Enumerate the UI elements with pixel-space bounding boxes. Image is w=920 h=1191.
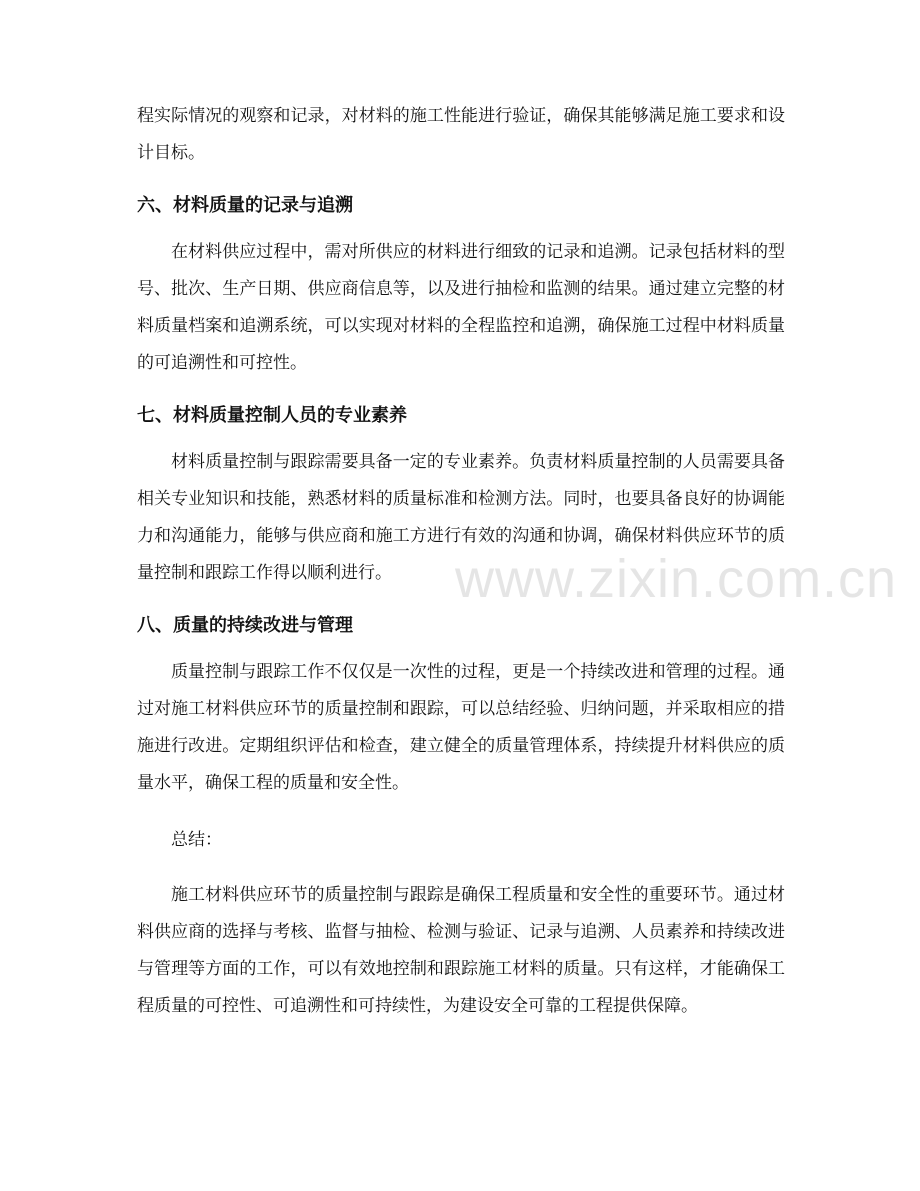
document-body — [137, 98, 785, 1045]
section-8-paragraph: 质量控制与跟踪工作不仅仅是一次性的过程，更是一个持续改进和管理的过程。通过对施工材料供应环节的质量控制和跟踪，可以总结经验、归纳问题，并采取相应的措施进行改进。定期组织评估和检查，建立健全的质量管理体系，持续提升材料供应的质量水平，确保工程的质量和安全性。 — [137, 662, 785, 793]
intro-paragraph: 程实际情况的观察和记录，对材料的施工性能进行验证，确保其能够满足施工要求和设计目标。 — [137, 106, 785, 163]
summary-paragraph: 施工材料供应环节的质量控制与跟踪是确保工程质量和安全性的重要环节。通过材料供应商的选择与考核、监督与抽检、检测与验证、记录与追溯、人员素养和持续改进与管理等方面的工作，可以有效地控制和跟踪施工材料的质量。只有这样，才能确保工程质量的可控性、可追溯性和可持续性，为建设安全可靠的工程提供保障。 — [137, 885, 785, 1016]
section-7-heading: 七、材料质量控制人员的专业素养 — [137, 405, 407, 426]
watermark: www.zixin.com.cn — [455, 549, 898, 609]
section-6-heading: 六、材料质量的记录与追溯 — [137, 195, 353, 216]
section-8-heading: 八、质量的持续改进与管理 — [137, 615, 353, 636]
section-6-paragraph: 在材料供应过程中，需对所供应的材料进行细致的记录和追溯。记录包括材料的型号、批次、生产日期、供应商信息等，以及进行抽检和监测的结果。通过建立完整的材料质量档案和追溯系统，可以实现对材料的全程监控和追溯，确保施工过程中材料质量的可追溯性和可控性。 — [137, 242, 785, 373]
section-7-paragraph: 材料质量控制与跟踪需要具备一定的专业素养。负责材料质量控制的人员需要具备相关专业知识和技能，熟悉材料的质量标准和检测方法。同时，也要具备良好的协调能力和沟通能力，能够与供应商和施工方进行有效的沟通和协调，确保材料供应环节的质量控制和跟踪工作得以顺利进行。 — [137, 452, 785, 583]
summary-label: 总结： — [171, 830, 222, 850]
